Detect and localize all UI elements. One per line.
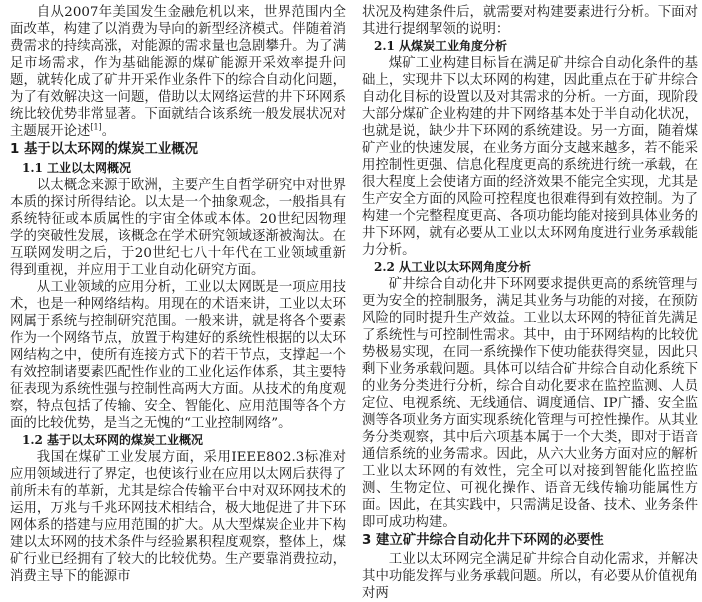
carry-over-paragraph: 状况及构建条件后，就需要对构建要素进行分析。下面对其进行提纲挈领的说明： (362, 5, 698, 37)
paragraph-3-a: 工业以太环网完全满足矿井综合自动化需求，并解决其中功能发挥与业务承载问题。所以，有必要从价值视角对两 (362, 552, 698, 601)
intro-end: 。 (101, 124, 116, 139)
subsection-1-2-title: 1.2 基于以太环网的煤炭工业概况 (22, 433, 204, 447)
section-3-title: 3 建立矿井综合自动化井下环网的必要性 (362, 533, 604, 548)
intro-paragraph (10, 4, 346, 140)
paragraph-1-2-a: 我国在煤矿工业发展方面，采用IEEE802.3标准对应用领域进行了界定，也使该行业在应用以太网后获得了前所未有的革新，尤其是综合传输平台中对双环网技术的运用，万兆与千兆环网技术相结合，极大地促进了井下环网体系的搭建与应用范围的扩大。从大型煤炭企业井下构建以太环网的技术条件与经验累积程度观察，整体上，煤矿行业已经拥有了较大的比较优势。生产要靠消费拉动，消费主导下的能源市 (10, 450, 346, 584)
paragraph-1-1-b: 从工业领域的应用分析，工业以太网既是一项应用技术，也是一种网络结构。用现在的术语来讲，工业以太环网属于系统与控制研究范围。一般来讲，就是将各个要素作为一个网络节点，放置于构建好的系统性根据的以太环网结构之中，使所有连接方式下的若干节点，支撑起一个有效控制诸要素匹配性作业的工业化运作体系，其主要特征表现为系统性强与控制性高两大方面。从技术的角度观察，特点包括了传输、安全、智能化、应用范围等各个方面的比较优势，是当之无愧的“工业控制网络”。 (10, 280, 346, 431)
paragraph-1-1-a: 以太概念来源于欧洲，主要产生自哲学研究中对世界本质的探讨所得结论。以太是一个抽象观念，一般指具有系统特征或本质属性的宇宙全体或本体。20世纪因物理学的突破性发展，该概念在学术研究领域逐渐被淘汰。在互联网发明之后，于20世纪七八十年代在工业领域重新得到重视，并应用于工业自动化研究方面。 (10, 178, 346, 278)
subsection-2-2-title: 2.2 从工业以太环网角度分析 (374, 260, 532, 274)
section-1-title: 1 基于以太环网的煤炭工业概况 (10, 142, 199, 157)
intro-reference: [1] (90, 122, 102, 132)
intro-text: 自从2007年美国发生金融危机以来，世界范围内全面改革，构建了以消费为导向的新型经济模式。伴随着消费需求的持续高涨，对能源的需求量也急剧攀升。为了满足市场需求，作为基础能源的煤矿能源开采效率提升问题，就转化成了矿井开采作业条件下的综合自动化问题，为了有效解决这一问题，借助以太网络运营的井下环网系统比较优势非常显著。下面就结合该系统一般发展状况对主题展开论述 (10, 5, 346, 139)
subsection-1-1-title: 1.1 工业以太网概况 (22, 161, 132, 175)
paragraph-2-2-a: 矿井综合自动化井下环网要求提供更高的系统管理与更为安全的控制服务，满足其业务与功能的对接，在预防风险的同时提升生产效益。工业以太环网的特征首先满足了系统性与可控制性需求。其中，由于环网结构的比较优势极易实现，在同一系统操作下使功能获得突显，因此只剩下业务承载问题。具体可以结合矿井综合自动化系统下的业务分类进行分析，综合自动化要求在监控监测、人员定位、电视系统、无线通信、调度通信、IP广播、安全监测等各项业务方面实现系统化管理与可控性操作。从其业务分类观察，其中后六项基本属于一个大类，即对于语音通信系统的业务需求。因此，从六大业务方面对应的解析工业以太环网的有效性，完全可以对接到智能化监控监测、生物定位、可视化操作、语音无线传输功能属性方面。因此，在其实践中，只需满足设备、技术、业务条件即可成功构建。 (362, 277, 698, 530)
right-column (362, 4, 698, 601)
subsection-2-1-title: 2.1 从煤炭工业角度分析 (374, 39, 508, 53)
paragraph-2-1-a: 煤矿工业构建目标旨在满足矿井综合自动化条件的基础上，实现井下以太环网的构建，因此重点在于矿井综合自动化目标的设置以及对其需求的分析。一方面，现阶段大部分煤矿企业构建的井下网络基本处于半自动化状况，也就是说，缺少井下环网的系统建设。另一方面，随着煤矿产业的快速发展，在业务方面分支越来越多，若不能采用控制性更强、信息化程度更高的系统进行统一承载，在很大程度上会使诸方面的经济效果不能完全实现，尤其是生产安全方面的风险可控程度也很难得到有效控制。为了构建一个完整程度更高、各项功能均能对接到具体业务的井下环网，就有必要从工业以太环网角度进行业务承载能力分析。 (362, 56, 698, 258)
left-column (10, 4, 346, 584)
